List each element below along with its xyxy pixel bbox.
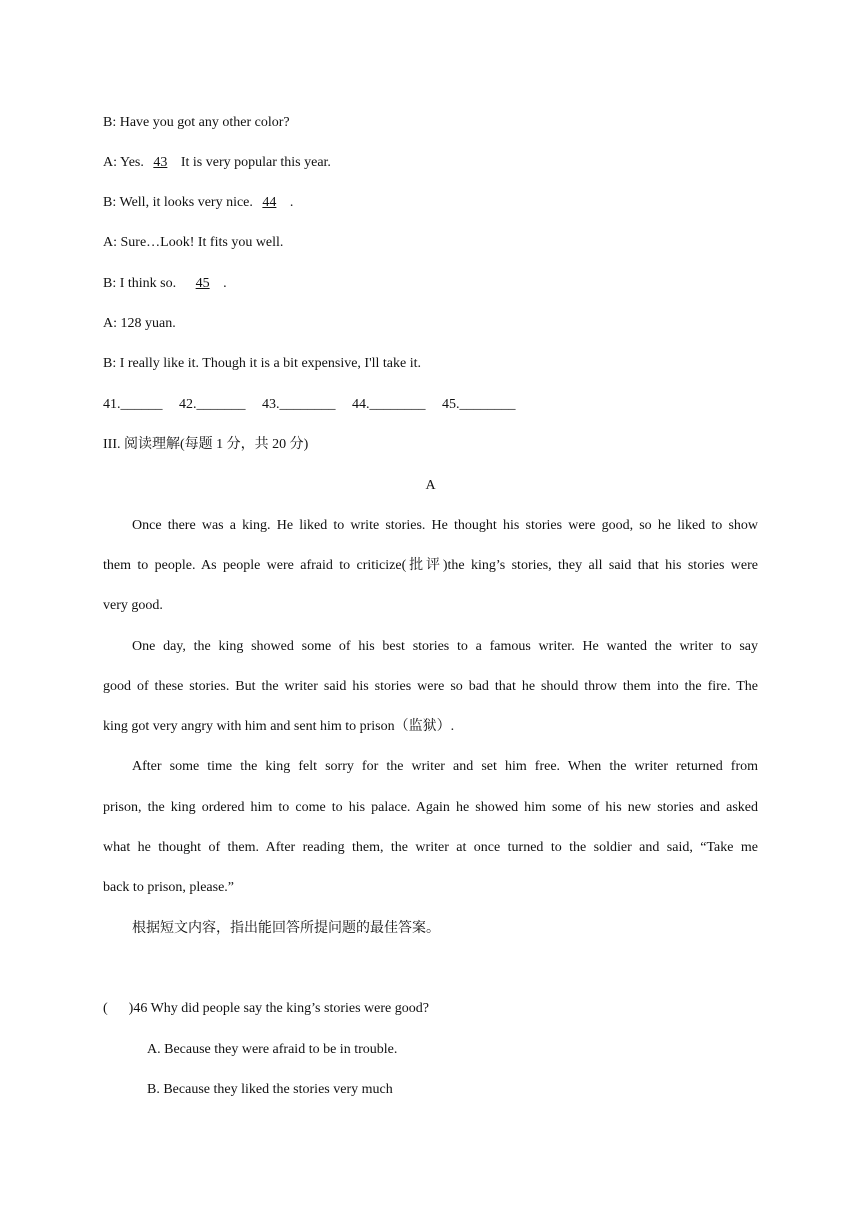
dialogue-line: B: I think so. 45 . [103, 274, 758, 294]
blank-45[interactable]: 45 [195, 276, 210, 291]
passage-line: king got very angry with him and sent him to prison（监狱）. [103, 719, 455, 734]
question-46 [103, 999, 758, 1019]
passage-line: good of these stories. But the writer said his stories were so bad that he should throw them into the fire. The [103, 679, 758, 694]
passage-line: Once there was a king. He liked to write stories. He thought his stories were good, so he liked to show [132, 518, 758, 533]
passage-line: One day, the king showed some of his best stories to a famous writer. He wanted the writer to say [132, 639, 758, 654]
option-b[interactable]: B. Because they liked the stories very much [147, 1082, 393, 1097]
answer-paren[interactable]: ( ) [103, 1001, 134, 1016]
passage-line: back to prison, please.” [103, 880, 235, 895]
answer-42[interactable]: 42._______ [179, 397, 246, 412]
section-heading: III. 阅读理解(每题 1 分，共 20 分) [103, 437, 309, 452]
passage-line: what he thought of them. After reading them, the writer at once turned to the soldier and said, “Take me [103, 840, 758, 855]
passage-line: prison, the king ordered him to come to his palace. Again he showed him some of his new stories and asked [103, 800, 758, 815]
answer-45[interactable]: 45.________ [442, 397, 516, 412]
blank-43[interactable]: 43 [153, 155, 168, 170]
answer-43[interactable]: 43.________ [262, 397, 336, 412]
option-a[interactable]: A. Because they were afraid to be in trouble. [147, 1042, 398, 1057]
answer-44[interactable]: 44.________ [352, 397, 426, 412]
dialogue-line: B: I really like it. Though it is a bit expensive, I'll take it. [103, 356, 421, 371]
question-instruction: 根据短文内容，指出能回答所提问题的最佳答案。 [132, 921, 440, 936]
passage-label: A [425, 478, 436, 493]
question-text: 46 Why did people say the king’s stories were good? [133, 1001, 429, 1016]
passage-line: them to people. As people were afraid to criticize(批评)the king’s stories, they all said that his stories were [103, 558, 758, 573]
answer-41[interactable]: 41.______ [103, 397, 163, 412]
dialogue-line: B: Have you got any other color? [103, 115, 290, 130]
dialogue-line: A: Yes. 43 It is very popular this year. [103, 153, 758, 173]
passage-line: very good. [103, 598, 163, 613]
dialogue-line: A: Sure…Look! It fits you well. [103, 235, 284, 250]
dialogue-line: B: Well, it looks very nice. 44 . [103, 193, 758, 213]
answer-row [103, 395, 758, 415]
blank-44[interactable]: 44 [262, 195, 277, 210]
dialogue-line: A: 128 yuan. [103, 316, 176, 331]
passage-line: After some time the king felt sorry for the writer and set him free. When the writer returned from [132, 759, 758, 774]
